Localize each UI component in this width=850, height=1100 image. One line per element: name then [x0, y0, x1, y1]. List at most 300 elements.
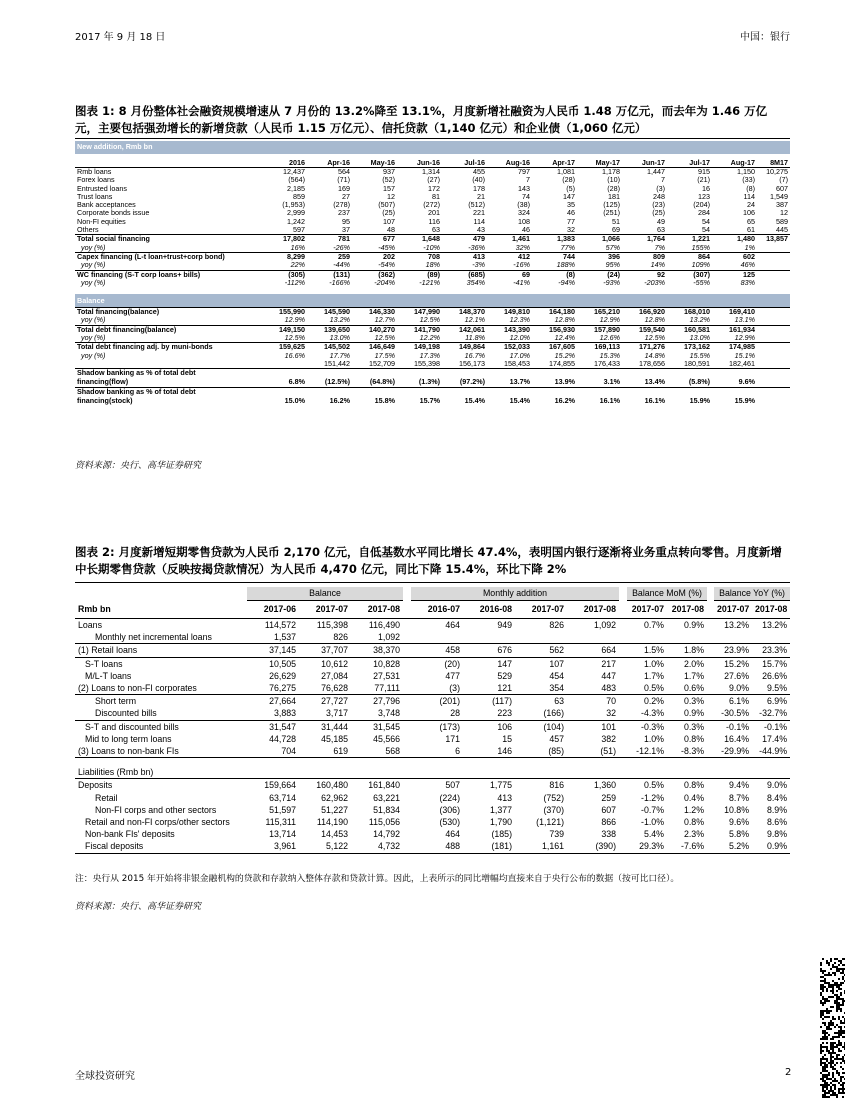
- table-cell: 9.6%: [738, 378, 755, 387]
- table-cell: 2.0%: [667, 657, 707, 670]
- table-cell: 1,377: [490, 804, 513, 815]
- table-cell: (23): [652, 201, 665, 210]
- table-cell: 176,433: [594, 359, 620, 368]
- table-cell: -121%: [419, 278, 440, 287]
- table-cell: 7%: [654, 243, 665, 252]
- table-cell: 14,453: [321, 829, 348, 840]
- table-cell: 589: [776, 217, 789, 226]
- table-cell: 44,728: [269, 733, 296, 744]
- table-cell: 1,221: [667, 235, 712, 244]
- table-cell: 859: [293, 192, 305, 201]
- table-cell: 0.7%: [627, 619, 667, 632]
- table-cell: -16%: [513, 261, 530, 270]
- table-cell: (28): [562, 176, 575, 185]
- table-row: [75, 325, 790, 334]
- table-cell: 51,227: [321, 804, 348, 815]
- table-cell: -55%: [693, 278, 710, 287]
- table-cell: 116,490: [351, 619, 403, 632]
- table-cell: 2017-08: [667, 601, 707, 619]
- table-cell: 76,628: [321, 683, 348, 694]
- table-cell: 35: [567, 201, 575, 210]
- table-cell: (28): [607, 184, 620, 193]
- table-row: [75, 828, 790, 840]
- table-cell: 15.4%: [464, 396, 485, 405]
- table-cell: 115,311: [265, 817, 296, 828]
- table-cell: 619: [299, 745, 351, 758]
- table-cell: 12.9%: [284, 316, 305, 325]
- table-cell: 17.3%: [419, 351, 440, 360]
- row-label: Discounted bills: [95, 708, 157, 719]
- table-cell: 9.6%: [728, 817, 750, 828]
- table-cell: 15.7%: [419, 396, 440, 405]
- table-cell: 92: [622, 270, 667, 279]
- table-cell: 13,714: [269, 829, 296, 840]
- table-cell: 1.5%: [627, 644, 667, 657]
- table-cell: (181): [463, 840, 515, 853]
- figure2-rule: [75, 582, 790, 583]
- table-cell: 739: [549, 829, 565, 840]
- table-cell: 149,150: [252, 325, 307, 334]
- table-cell: [757, 360, 790, 369]
- table-cell: 57%: [605, 243, 620, 252]
- table-cell: (8): [532, 270, 577, 279]
- column-header: [75, 154, 252, 168]
- table-row: [75, 670, 790, 682]
- table-cell: (52): [382, 176, 395, 185]
- table-cell: 9.8%: [766, 829, 788, 840]
- table-cell: 2016-07: [411, 601, 463, 619]
- table-cell: 13.2%: [752, 619, 790, 632]
- table-cell: 464: [445, 829, 461, 840]
- table-cell: 61: [747, 226, 755, 235]
- table-cell: [757, 334, 790, 343]
- table-cell: 23.9%: [714, 644, 752, 657]
- table-cell: [252, 360, 307, 369]
- table-cell: [757, 270, 790, 279]
- table-cell: 77%: [560, 243, 575, 252]
- row-label: [75, 360, 252, 369]
- table-row: [75, 682, 790, 695]
- table-cell: 27.6%: [724, 670, 750, 681]
- table-cell: 76,275: [269, 683, 296, 694]
- table-cell: -45%: [378, 243, 395, 252]
- table-cell: 81: [432, 192, 440, 201]
- row-label: Monthly net incremental loans: [95, 632, 212, 643]
- table-cell: 0.8%: [667, 779, 707, 792]
- table-cell: (97.2%): [459, 378, 485, 387]
- table-cell: (278): [333, 201, 350, 210]
- table-cell: (1,953): [282, 201, 305, 210]
- table-row: [75, 816, 790, 828]
- table-cell: 171: [445, 733, 461, 744]
- table-cell: (5): [566, 184, 575, 193]
- table-cell: 457: [549, 733, 565, 744]
- table-cell: 12.8%: [644, 316, 665, 325]
- table-cell: 169,410: [712, 308, 757, 317]
- table-cell: 63,221: [373, 792, 401, 803]
- table-cell: 17.4%: [762, 733, 788, 744]
- group-balance-yoy: Balance YoY (%): [714, 587, 790, 601]
- table-cell: 29.3%: [627, 840, 667, 853]
- table-cell: (64.8%): [369, 378, 395, 387]
- table-cell: 16.4%: [724, 733, 750, 744]
- table-cell: 809: [622, 252, 667, 261]
- row-label: Trust loans: [77, 192, 113, 201]
- table-cell: 17,802: [252, 235, 307, 244]
- table-cell: 2017-07: [299, 601, 351, 619]
- page-number: 2: [785, 1067, 792, 1078]
- table-cell: 3,883: [273, 708, 296, 719]
- table-cell: 9.0%: [752, 779, 790, 792]
- table-cell: 12,437: [283, 167, 305, 176]
- table-cell: 1.2%: [683, 804, 705, 815]
- table-cell: 15.1%: [734, 351, 755, 360]
- table-cell: 259: [307, 252, 352, 261]
- report-date: 2017 年 9 月 18 日: [75, 32, 166, 43]
- table-cell: 507: [411, 779, 463, 792]
- table-row: [75, 176, 790, 184]
- table-cell: 15.7%: [752, 657, 790, 670]
- table-cell: 15.9%: [689, 396, 710, 405]
- table-cell: 7: [526, 176, 530, 185]
- table-cell: 63,714: [269, 792, 296, 803]
- table-cell: 477: [445, 670, 461, 681]
- row-label: Non-FI corps and other sectors: [95, 804, 217, 815]
- row-label: Shadow banking as % of total debt: [75, 387, 252, 396]
- table-cell: 106: [743, 209, 755, 218]
- table-cell: 1,790: [490, 817, 513, 828]
- table-cell: (20): [411, 657, 463, 670]
- table-cell: [757, 261, 790, 270]
- table-cell: 152,033: [487, 343, 532, 352]
- table-cell: 413: [497, 792, 513, 803]
- table-cell: 12: [387, 192, 395, 201]
- table-cell: 12.5%: [419, 316, 440, 325]
- row-label: Entrusted loans: [77, 184, 127, 193]
- table-cell: (131): [307, 270, 352, 279]
- table-cell: 6.9%: [752, 695, 790, 708]
- table-cell: 12.3%: [509, 316, 530, 325]
- table-cell: 284: [698, 209, 710, 218]
- table-cell: 201: [428, 209, 440, 218]
- table-cell: 464: [411, 619, 463, 632]
- table-cell: 0.8%: [683, 733, 705, 744]
- table-cell: 168,010: [667, 308, 712, 317]
- table-cell: 149,864: [442, 343, 487, 352]
- table-cell: 0.9%: [752, 840, 790, 853]
- table-cell: 8.7%: [728, 792, 750, 803]
- table-cell: 447: [601, 670, 617, 681]
- row-label: financing(flow): [77, 378, 129, 387]
- table-cell: 37: [342, 226, 350, 235]
- table-row: [75, 334, 790, 343]
- table-cell: 74: [522, 192, 530, 201]
- table-cell: 16: [702, 184, 710, 193]
- table-cell: [757, 279, 790, 287]
- column-header: 8M17: [757, 154, 790, 168]
- table-cell: 45,566: [373, 733, 401, 744]
- table-cell: 149,198: [397, 343, 442, 352]
- table-cell: 45,185: [321, 733, 348, 744]
- row-label: S-T loans: [75, 657, 247, 670]
- table-cell: 1,242: [287, 217, 305, 226]
- table-cell: 114,190: [316, 817, 348, 828]
- table-cell: (104): [515, 720, 567, 733]
- table-cell: 1,178: [602, 167, 620, 176]
- table-cell: 160,480: [299, 779, 351, 792]
- table-cell: 159,540: [622, 325, 667, 334]
- section-new-addition: New addition, Rmb bn: [75, 141, 790, 154]
- table-cell: 10,612: [299, 657, 351, 670]
- table-cell: 12.8%: [554, 316, 575, 325]
- table-cell: 12: [780, 209, 789, 218]
- table-cell: -94%: [558, 278, 575, 287]
- table-cell: 159,664: [247, 779, 299, 792]
- table-cell: 169: [338, 184, 350, 193]
- table-row: [75, 707, 790, 720]
- table-cell: 83%: [740, 278, 755, 287]
- table-cell: 8.9%: [766, 804, 788, 815]
- table-cell: 6: [411, 745, 463, 758]
- table-cell: (685): [442, 270, 487, 279]
- table-cell: 16.2%: [554, 396, 575, 405]
- table-cell: (224): [439, 792, 461, 803]
- table-cell: 147,990: [397, 308, 442, 317]
- group-balance-mom: Balance MoM (%): [627, 587, 707, 601]
- table-cell: 43: [477, 226, 485, 235]
- table-cell: 13.0%: [689, 334, 710, 343]
- table-row: [75, 745, 790, 758]
- table-cell: (307): [667, 270, 712, 279]
- table-cell: 27,664: [247, 695, 299, 708]
- table-cell: 1,480: [712, 235, 757, 244]
- row-label: (1) Retail loans: [75, 644, 247, 657]
- row-label: Non-FI equities: [77, 217, 126, 226]
- table-cell: 1.0%: [627, 657, 667, 670]
- row-label: Others: [77, 226, 99, 235]
- row-label: financing(stock): [77, 396, 133, 405]
- table-cell: 69: [612, 226, 620, 235]
- table-cell: [757, 252, 790, 261]
- table-cell: 1,537: [273, 632, 296, 643]
- table-cell: 51,597: [269, 804, 296, 815]
- figure1-source: 资料来源：央行、高华证券研究: [75, 461, 202, 471]
- table-cell: 32: [606, 708, 617, 719]
- table-cell: 109%: [691, 261, 710, 270]
- table-cell: 146,649: [352, 343, 397, 352]
- table-cell: -0.1%: [714, 720, 752, 733]
- table-cell: 115,398: [299, 619, 351, 632]
- table-cell: 14,792: [373, 829, 401, 840]
- table-cell: 1,360: [567, 779, 619, 792]
- qr-code-image: [820, 958, 845, 1098]
- table-cell: 115,056: [368, 817, 401, 828]
- row-label: M/L-T loans: [85, 670, 132, 681]
- table-cell: 12.7%: [374, 316, 395, 325]
- table-cell: 17.0%: [509, 351, 530, 360]
- table-cell: 1,081: [557, 167, 575, 176]
- table-cell: [757, 397, 790, 406]
- table-cell: 9.4%: [714, 779, 752, 792]
- table-cell: 114: [743, 192, 755, 201]
- table-cell: 8.4%: [766, 792, 788, 803]
- table-cell: (7): [779, 176, 789, 185]
- table-cell: 12.6%: [599, 334, 620, 343]
- table-cell: 2017-08: [752, 601, 790, 619]
- table-cell: 704: [247, 745, 299, 758]
- table-cell: 16.6%: [284, 351, 305, 360]
- table-cell: 8,299: [252, 252, 307, 261]
- table-row: [75, 792, 790, 804]
- table-cell: 63: [657, 226, 665, 235]
- table-cell: 157: [383, 184, 395, 193]
- table-cell: [757, 316, 790, 325]
- table-cell: (40): [472, 176, 485, 185]
- table-cell: 826: [515, 619, 567, 632]
- table-cell: 259: [601, 792, 617, 803]
- table-cell: 146: [463, 745, 515, 758]
- table-cell: 949: [463, 619, 515, 632]
- figure1-table: [75, 141, 790, 405]
- table-cell: 9.5%: [766, 683, 788, 694]
- table-row: [75, 733, 790, 745]
- figure1-rule: [75, 138, 790, 139]
- table-cell: 18%: [425, 261, 440, 270]
- table-cell: 139,650: [307, 325, 352, 334]
- table-cell: 46: [522, 226, 530, 235]
- column-header: Aug-16: [487, 154, 532, 168]
- row-label: Total debt financing adj. by muni-bonds: [75, 343, 252, 352]
- table-cell: 171,276: [622, 343, 667, 352]
- table-row: [75, 840, 790, 853]
- table-cell: 1,648: [397, 235, 442, 244]
- table-cell: 2017-07: [627, 601, 667, 619]
- table-cell: (530): [439, 817, 461, 828]
- table-cell: 37,145: [247, 644, 299, 657]
- table-cell: 159,625: [252, 343, 307, 352]
- table-cell: 13.7%: [509, 378, 530, 387]
- table-cell: (507): [378, 201, 395, 210]
- table-cell: 664: [567, 644, 619, 657]
- table-cell: 16.7%: [464, 351, 485, 360]
- table-cell: 48: [387, 226, 395, 235]
- table-cell: -26%: [333, 243, 350, 252]
- table-cell: (3): [656, 184, 665, 193]
- table-cell: 37,707: [299, 644, 351, 657]
- table-cell: (3): [449, 683, 461, 694]
- table-cell: 354: [549, 683, 565, 694]
- table-cell: 3,748: [378, 708, 401, 719]
- table-cell: 8.6%: [766, 817, 788, 828]
- table-cell: 3,717: [325, 708, 348, 719]
- table-cell: [752, 631, 790, 644]
- table-cell: 15.9%: [734, 396, 755, 405]
- table-row: [75, 695, 790, 708]
- shadow-row: [75, 387, 790, 396]
- table-cell: 396: [577, 252, 622, 261]
- table-cell: 12.9%: [599, 316, 620, 325]
- row-label: Capex financing (L-t loan+trust+corp bond): [75, 252, 252, 261]
- table-cell: 165,210: [577, 308, 622, 317]
- table-cell: 4,732: [351, 840, 403, 853]
- table-cell: 2017-08: [351, 601, 403, 619]
- table-cell: 121: [497, 683, 513, 694]
- table-cell: -203%: [644, 278, 665, 287]
- table-cell: 12.5%: [644, 334, 665, 343]
- table-cell: 324: [518, 209, 530, 218]
- table-cell: 63: [432, 226, 440, 235]
- table-cell: 597: [293, 226, 305, 235]
- table-cell: 22%: [290, 261, 305, 270]
- table-cell: 1,092: [567, 619, 619, 632]
- table-row: [75, 619, 790, 632]
- table-cell: 676: [463, 644, 515, 657]
- section-balance: Balance: [75, 294, 790, 308]
- table-cell: 95%: [605, 261, 620, 270]
- table-cell: 413: [442, 252, 487, 261]
- table-cell: -0.1%: [752, 720, 790, 733]
- table-cell: [567, 631, 619, 644]
- table-cell: 5.2%: [714, 840, 752, 853]
- table-cell: 483: [601, 683, 617, 694]
- table-cell: 49: [657, 217, 665, 226]
- table-cell: 156,173: [459, 359, 485, 368]
- table-cell: 237: [338, 209, 350, 218]
- table-cell: 145,590: [307, 308, 352, 317]
- table-cell: 607: [776, 184, 789, 193]
- table-cell: 151,442: [324, 359, 350, 368]
- table-cell: 864: [667, 252, 712, 261]
- table-cell: 382: [601, 733, 617, 744]
- table-cell: 164,180: [532, 308, 577, 317]
- table-cell: 6.1%: [714, 695, 752, 708]
- table-cell: 458: [411, 644, 463, 657]
- table-row: [75, 252, 790, 261]
- table-row: [75, 316, 790, 325]
- table-cell: 31,444: [299, 720, 351, 733]
- column-header: May-17: [577, 154, 622, 168]
- table-cell: 677: [352, 235, 397, 244]
- table-cell: 0.4%: [683, 792, 705, 803]
- table-cell: -54%: [378, 261, 395, 270]
- table-cell: -1.0%: [641, 817, 665, 828]
- table-cell: -112%: [284, 278, 305, 287]
- table-cell: 182,461: [729, 359, 755, 368]
- row-label: Forex loans: [77, 176, 115, 185]
- table-row: [75, 226, 790, 235]
- table-cell: (204): [693, 201, 710, 210]
- table-cell: 13.4%: [644, 378, 665, 387]
- row-label: Corporate bonds issue: [77, 209, 150, 218]
- table-cell: [627, 631, 667, 644]
- row-label: Retail and non-FI corps/other sectors: [85, 817, 230, 828]
- table-cell: [757, 343, 790, 352]
- table-row: [75, 193, 790, 201]
- table-cell: [757, 308, 790, 317]
- table-cell: 161,840: [351, 779, 403, 792]
- table-cell: 13,857: [757, 235, 790, 244]
- table-row: [75, 209, 790, 217]
- row-label: yoy (%): [81, 261, 106, 270]
- table-cell: 6.8%: [288, 378, 305, 387]
- table-cell: 27,531: [373, 670, 401, 681]
- table-cell: 816: [515, 779, 567, 792]
- table-cell: 106: [463, 720, 515, 733]
- table-cell: -29.9%: [714, 745, 752, 758]
- table-cell: 1,764: [622, 235, 667, 244]
- table-row: [75, 185, 790, 193]
- table-cell: -166%: [329, 278, 350, 287]
